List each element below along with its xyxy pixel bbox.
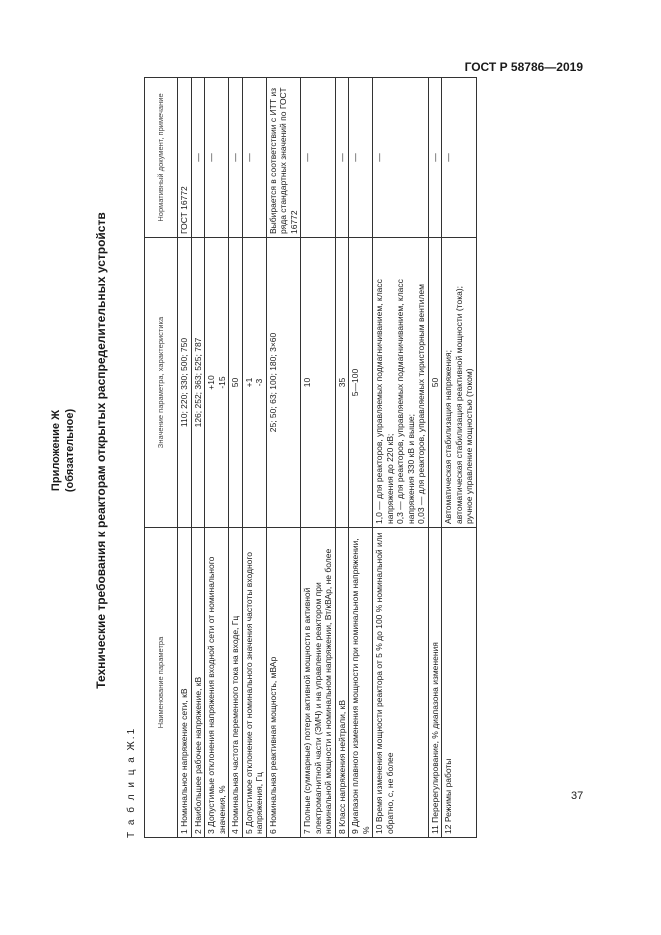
table-caption: Т а б л и ц а Ж.1 bbox=[126, 726, 137, 838]
table-row bbox=[349, 78, 373, 838]
param-value-cell: 1,0 — для реакторов, управляемых подмагничиванием, класс напряжения до 220 кВ; 0,3 — для реакторов, управляемых подмагничиванием, класс напряжения 330 кВ и выше; 0,03 — для реакторов, управляемых тиристорным вентилем bbox=[373, 238, 429, 528]
param-note-cell: — bbox=[335, 78, 349, 238]
appendix-title: Приложение Ж bbox=[50, 409, 62, 492]
param-name-cell: 9 Диапазон плавного изменения мощности при номинальном напряжении, % bbox=[349, 528, 373, 838]
param-value-cell: 50 bbox=[229, 238, 243, 528]
param-value-cell: 126; 252; 363; 525; 787 bbox=[191, 238, 205, 528]
page-number: 37 bbox=[571, 790, 584, 802]
param-value-cell: +10 -15 bbox=[205, 238, 229, 528]
table-row bbox=[442, 78, 477, 838]
table-row bbox=[373, 78, 429, 838]
param-value-cell: Автоматическая стабилизация напряжения; автоматическая стабилизация реактивной мощности (тока); ручное управление мощностью (током) bbox=[442, 238, 477, 528]
column-header-note: Нормативный документ, примечание bbox=[145, 78, 178, 238]
table-row bbox=[266, 78, 301, 838]
param-note-cell: — bbox=[301, 78, 336, 238]
param-name-cell: 1 Номинальное напряжение сети, кВ bbox=[178, 528, 192, 838]
param-name-cell: 11 Перерегулирование, % диапазона изменения bbox=[428, 528, 442, 838]
table-row bbox=[178, 78, 192, 838]
column-header-value: Значение параметра, характеристика bbox=[145, 238, 178, 528]
param-name-cell: 5 Допустимое отклонение от номинального значения частоты входного напряжения, Гц bbox=[242, 528, 266, 838]
requirements-table bbox=[144, 77, 477, 838]
param-name-cell: 4 Номинальная частота переменного тока на входе, Гц bbox=[229, 528, 243, 838]
table-row bbox=[335, 78, 349, 838]
param-name-cell: 2 Наибольшее рабочее напряжение, кВ bbox=[191, 528, 205, 838]
table-row bbox=[229, 78, 243, 838]
param-note-cell: — bbox=[373, 78, 429, 238]
param-note-cell: — bbox=[205, 78, 229, 238]
param-name-cell: 12 Режимы работы bbox=[442, 528, 477, 838]
table-row bbox=[301, 78, 336, 838]
table-row bbox=[191, 78, 205, 838]
param-name-cell: 6 Номинальная реактивная мощность, мВАр bbox=[266, 528, 301, 838]
column-header-name: Наименование параметра bbox=[145, 528, 178, 838]
rotated-content bbox=[50, 63, 475, 838]
param-note-cell: — bbox=[242, 78, 266, 238]
param-value-cell: 50 bbox=[428, 238, 442, 528]
param-value-cell: +1 -3 bbox=[242, 238, 266, 528]
param-note-cell: — bbox=[428, 78, 442, 238]
param-value-cell: 35 bbox=[335, 238, 349, 528]
param-name-cell: 7 Полные (суммарные) потери активной мощности в активной электромагнитной части (ЭМЧ) и на управление реактором при номинальной мощности и номинальном напряжении, Вт/кВАр, не более bbox=[301, 528, 336, 838]
param-note-cell: — bbox=[349, 78, 373, 238]
table-header-row bbox=[145, 78, 178, 838]
param-note-cell: ГОСТ 16772 bbox=[178, 78, 192, 238]
param-note-cell: Выбирается в соответствии с ИТТ из ряда стандартных значений по ГОСТ 16772 bbox=[266, 78, 301, 238]
table-row bbox=[242, 78, 266, 838]
param-note-cell: — bbox=[442, 78, 477, 238]
appendix-type: (обязательное) bbox=[64, 408, 76, 493]
param-note-cell: — bbox=[229, 78, 243, 238]
param-value-cell: 25; 50; 63; 100; 180; 3×60 bbox=[266, 238, 301, 528]
param-name-cell: 10 Время изменения мощности реактора от 5 % до 100 % номинальной или обратно, с, не более bbox=[373, 528, 429, 838]
table-row bbox=[205, 78, 229, 838]
param-value-cell: 5—100 bbox=[349, 238, 373, 528]
document-header: ГОСТ Р 58786—2019 bbox=[464, 60, 583, 74]
table-row bbox=[428, 78, 442, 838]
param-value-cell: 10 bbox=[301, 238, 336, 528]
param-note-cell: — bbox=[191, 78, 205, 238]
section-title: Технические требования к реакторам открытых распределительных устройств bbox=[94, 212, 108, 689]
param-name-cell: 8 Класс напряжения нейтрали, кВ bbox=[335, 528, 349, 838]
param-name-cell: 3 Допустимые отклонения напряжения входной сети от номинального значения, % bbox=[205, 528, 229, 838]
param-value-cell: 110; 220; 330; 500; 750 bbox=[178, 238, 192, 528]
